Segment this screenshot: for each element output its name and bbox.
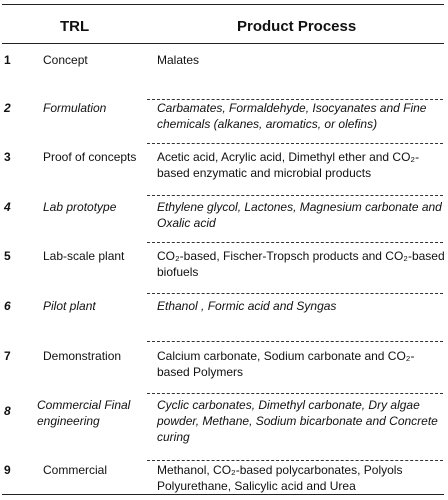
- row-stage: Commercial Final engineering: [37, 398, 131, 428]
- row-process: Carbamates, Formaldehyde, Isocyanates and Fine chemicals (alkanes, aromatics, or olefins): [157, 101, 427, 131]
- row-stage: Lab-scale plant: [43, 249, 125, 263]
- row-process: CO₂-based, Fischer-Tropsch products and CO₂-based biofuels: [157, 249, 445, 279]
- row-process: Cyclic carbonates, Dimethyl carbonate, Dry algae powder, Methane, Sodium bicarbonate and Concrete curing: [157, 398, 438, 444]
- table-top-rule: [2, 4, 444, 5]
- row-process: Calcium carbonate, Sodium carbonate and CO₂-based Polymers: [157, 349, 415, 379]
- row-process: Malates: [157, 53, 200, 67]
- row-process: Ethanol , Formic acid and Syngas: [157, 299, 337, 313]
- row-number: 1: [4, 53, 11, 67]
- row-stage: Commercial: [43, 463, 108, 477]
- header-product-process: Product Process: [237, 18, 357, 35]
- row-stage: Lab prototype: [43, 200, 117, 214]
- row-divider: [147, 460, 443, 461]
- row-number: 3: [4, 150, 11, 164]
- row-number: 4: [4, 200, 11, 214]
- row-number: 9: [4, 463, 11, 477]
- row-divider: [147, 393, 443, 394]
- row-stage: Concept: [43, 53, 88, 67]
- row-number: 8: [4, 404, 11, 418]
- row-stage: Demonstration: [43, 349, 122, 363]
- table-bottom-rule: [2, 494, 444, 495]
- row-divider: [147, 293, 443, 294]
- row-process: Methanol, CO₂-based polycarbonates, Polyols Polyurethane, Salicylic acid and Urea: [157, 463, 403, 493]
- row-number: 6: [4, 299, 11, 313]
- row-stage: Formulation: [43, 101, 107, 115]
- row-number: 7: [4, 349, 11, 363]
- row-divider: [147, 341, 443, 342]
- row-process: Ethylene glycol, Lactones, Magnesium carbonate and Oxalic acid: [157, 200, 442, 230]
- row-process: Acetic acid, Acrylic acid, Dimethyl ether and CO₂-based enzymatic and microbial products: [157, 150, 420, 180]
- row-number: 5: [4, 249, 11, 263]
- header-rule: [2, 43, 444, 44]
- row-divider: [147, 242, 443, 243]
- row-stage: Proof of concepts: [43, 150, 137, 164]
- row-stage: Pilot plant: [43, 299, 96, 313]
- row-number: 2: [4, 101, 11, 115]
- header-trl: TRL: [60, 18, 90, 35]
- row-divider: [147, 195, 443, 196]
- row-divider: [147, 143, 443, 144]
